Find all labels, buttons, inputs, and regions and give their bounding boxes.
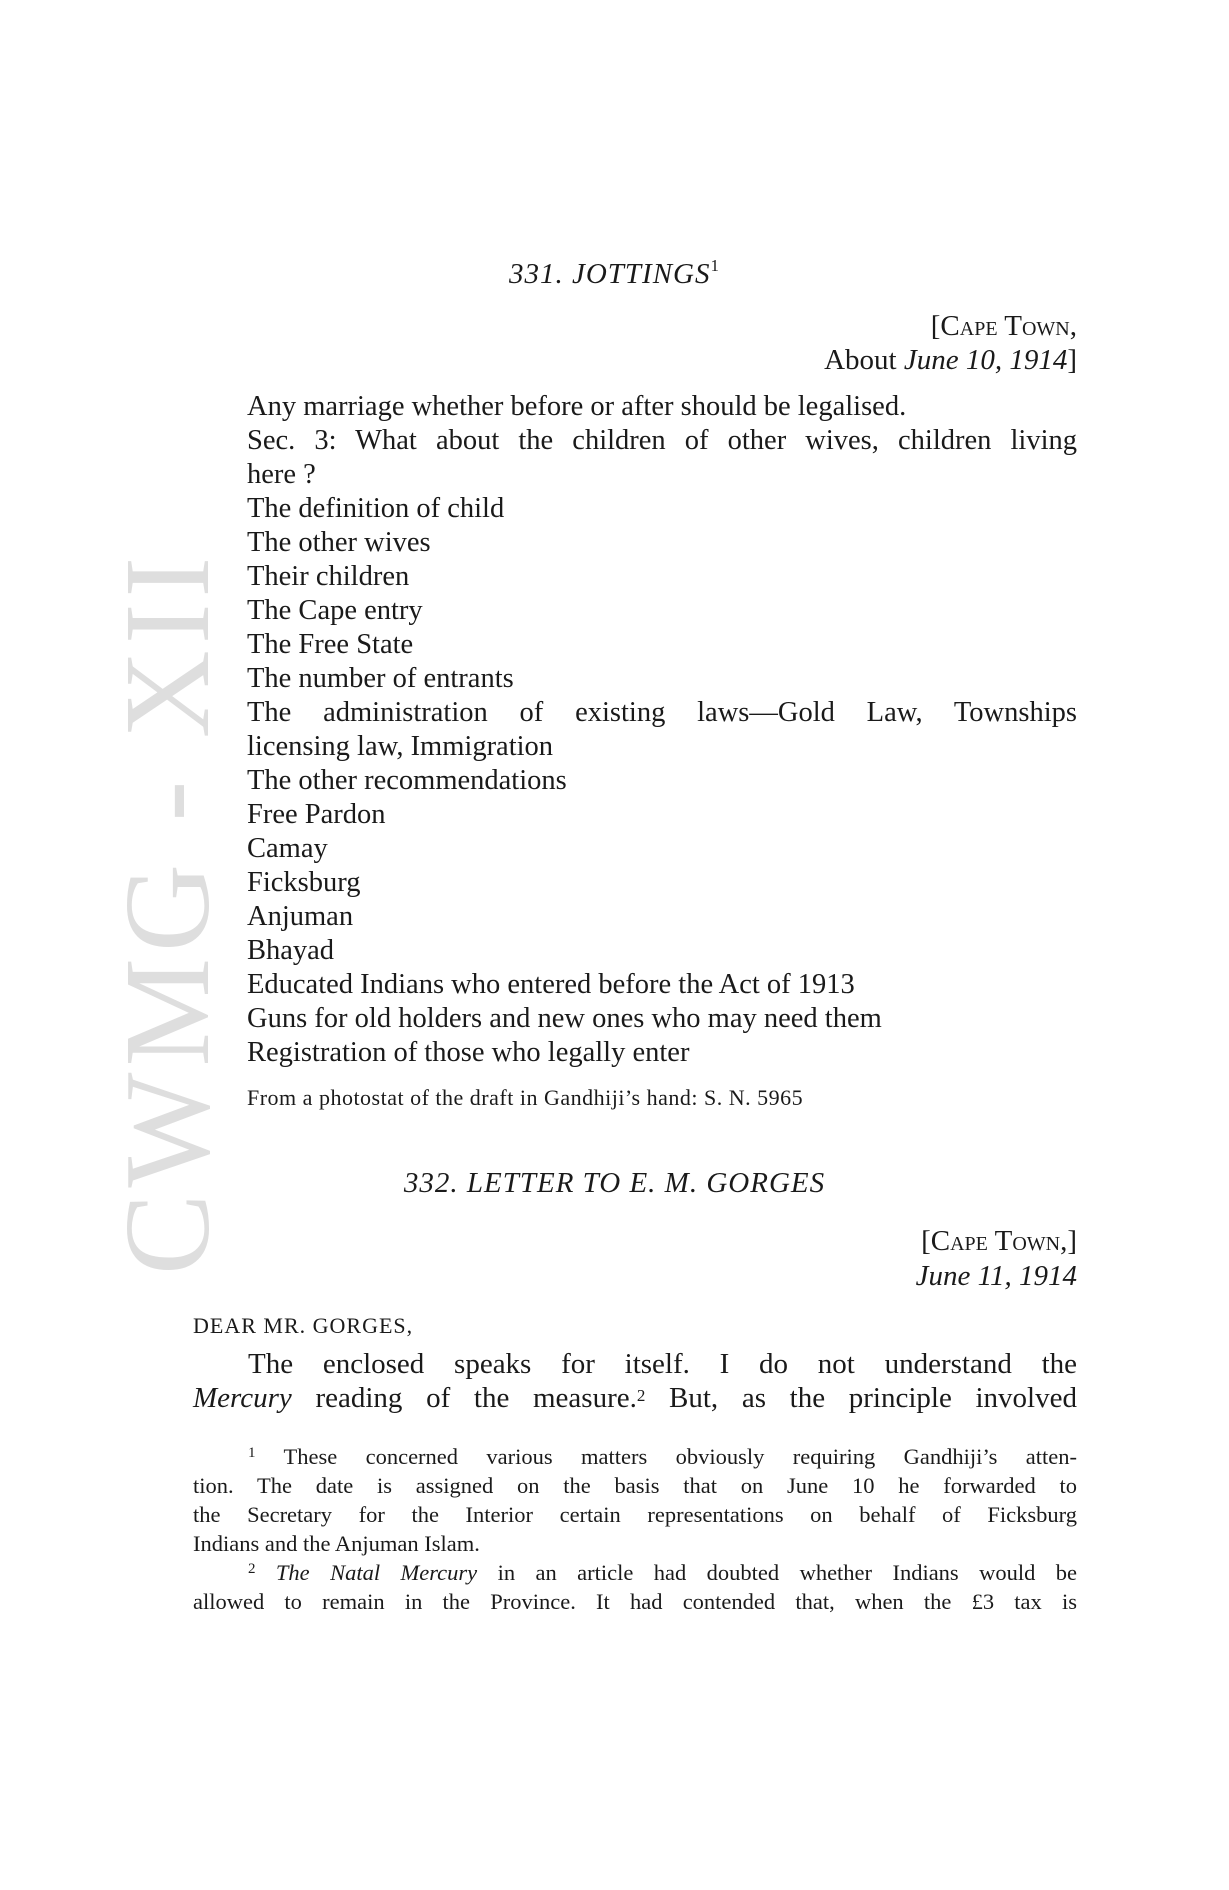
letter-text: But, as the principle involved — [645, 1382, 1077, 1414]
watermark-text: CWMG - XII — [100, 550, 235, 1275]
item-332-heading — [0, 1167, 1229, 1200]
footnote-text: These concerned various matters obviously requiring Gandhiji’s atten- — [283, 1444, 1077, 1469]
jotting-line: Camay — [247, 833, 328, 864]
footnote-text: in an article had doubted whether Indians would be — [477, 1560, 1078, 1585]
letter-text: reading of the measure. — [291, 1382, 637, 1414]
item-331-date-prefix: About — [824, 344, 897, 376]
item-332-date-text: June 11, 1914 — [915, 1260, 1077, 1292]
jotting-line: Free Pardon — [247, 799, 386, 830]
jotting-line: The Free State — [247, 629, 414, 660]
item-332-place-text: [Cape Town,] — [921, 1225, 1077, 1257]
letter-line: The enclosed speaks for itself. I do not understand the — [248, 1348, 1077, 1380]
jotting-line: The administration of existing laws—Gold Law, Townships — [247, 697, 1077, 728]
item-332-place — [921, 1225, 1077, 1258]
salutation: DEAR MR. GORGES, — [193, 1313, 414, 1338]
item-332-date — [916, 1260, 1077, 1293]
item-331-date — [824, 344, 1077, 377]
jotting-line: Any marriage whether before or after should be legalised. — [247, 391, 907, 422]
jotting-line: The Cape entry — [247, 595, 423, 626]
letter-body — [193, 1347, 1077, 1415]
item-332-title: LETTER TO E. M. GORGES — [466, 1167, 826, 1199]
footnote-mark-2: 2 — [248, 1561, 256, 1577]
footnote-mark-1: 1 — [248, 1445, 256, 1461]
source-note: From a photostat of the draft in Gandhiji’s hand: S. N. 5965 — [247, 1085, 804, 1110]
jotting-line: Educated Indians who entered before the Act of 1913 — [247, 969, 855, 1000]
jotting-line: Sec. 3: What about the children of other wives, children living — [247, 425, 1077, 456]
footnote-line: tion. The date is assigned on the basis that on June 10 he forwarded to — [193, 1473, 1077, 1498]
letter-line — [193, 1381, 1077, 1415]
jotting-line: Their children — [247, 561, 410, 592]
jotting-line: Registration of those who legally enter — [247, 1037, 690, 1068]
item-331-place-text: [Cape Town, — [930, 310, 1077, 342]
jotting-line: The other wives — [247, 527, 431, 558]
jotting-line: The definition of child — [247, 493, 505, 524]
jotting-line: Anjuman — [247, 901, 354, 932]
jotting-line: Bhayad — [247, 935, 335, 966]
jotting-line: Guns for old holders and new ones who may need them — [247, 1003, 882, 1034]
jotting-line: licensing law, Immigration — [247, 731, 554, 762]
footnote-line: Indians and the Anjuman Islam. — [193, 1531, 480, 1556]
item-331-title: JOTTINGS — [571, 258, 711, 290]
item-331-date-close: ] — [1067, 344, 1077, 376]
item-331-number: 331. — [508, 258, 564, 290]
footnote-line — [193, 1558, 1077, 1587]
jotting-line: Ficksburg — [247, 867, 361, 898]
mercury-italic: Mercury — [193, 1382, 292, 1414]
item-331-place — [931, 310, 1077, 343]
jottings-list — [247, 390, 1077, 1070]
footnote-italic: The Natal Mercury — [275, 1560, 478, 1585]
footnote-ref-1: 1 — [710, 256, 720, 275]
jotting-line: The other recommendations — [247, 765, 567, 796]
footnote-ref-2: 2 — [636, 1386, 646, 1405]
footnotes — [193, 1442, 1077, 1616]
footnote-line: allowed to remain in the Province. It had contended that, when the £3 tax is — [193, 1589, 1077, 1614]
jotting-line: The number of entrants — [247, 663, 514, 694]
item-331-heading — [0, 258, 1229, 291]
footnote-line — [193, 1442, 1077, 1471]
footnote-line: the Secretary for the Interior certain representations on behalf of Ficksburg — [193, 1502, 1077, 1527]
item-331-date-text: June 10, 1914 — [903, 344, 1068, 376]
item-332-number: 332. — [403, 1167, 459, 1199]
jotting-line: here ? — [247, 459, 316, 490]
